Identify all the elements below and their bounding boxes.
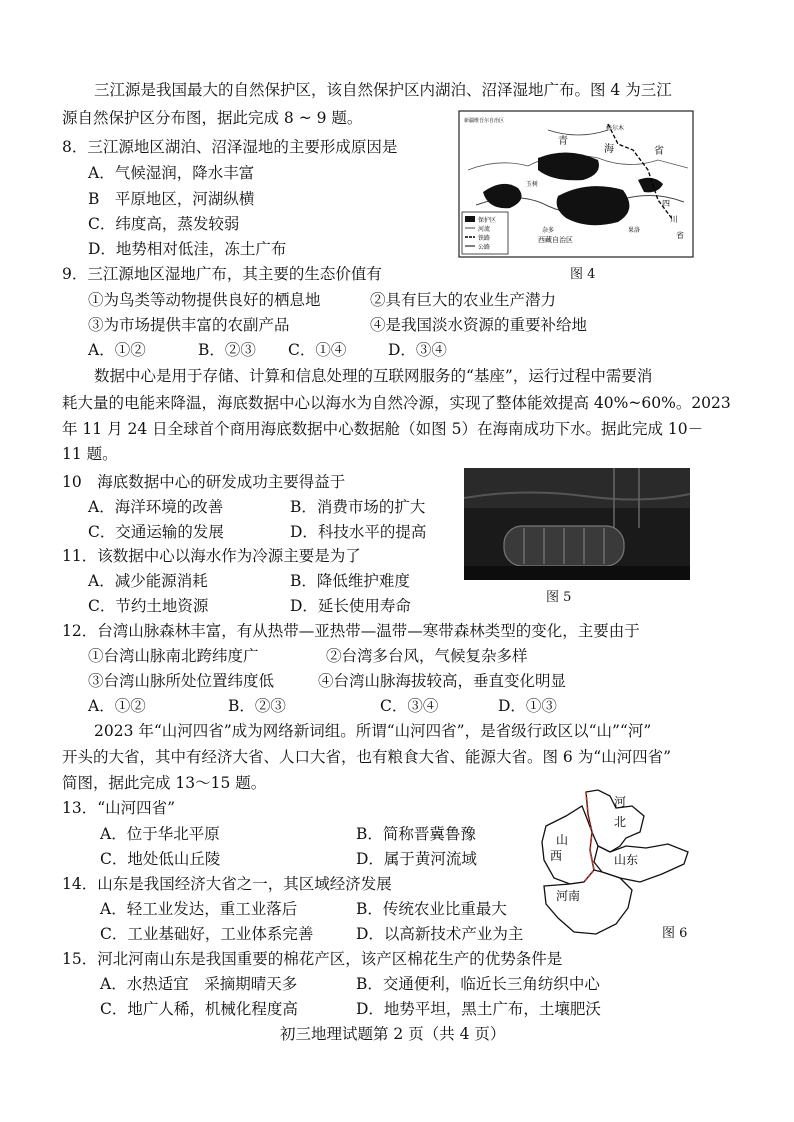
option: A．海洋环境的改善 bbox=[88, 498, 224, 516]
question-stem: 13．“山河四省” bbox=[62, 799, 176, 817]
option: D．①③ bbox=[498, 697, 557, 715]
map-label: 川 bbox=[670, 215, 678, 224]
option: A．气候湿润，降水丰富 bbox=[88, 164, 255, 182]
legend-item: 保护区 bbox=[478, 217, 497, 224]
intro-line: 2023 年“山河四省”成为网络新词组。所谓“山河四省”，是省级行政区以“山”“河” bbox=[94, 722, 652, 740]
option: B．传统农业比重最大 bbox=[356, 900, 507, 918]
figure-caption: 图 6 bbox=[662, 926, 688, 941]
statement: ④台湾山脉海拔较高，垂直变化明显 bbox=[318, 672, 567, 690]
option: C．地广人稀，机械化程度高 bbox=[100, 1000, 298, 1018]
intro-line: 耗大量的电能来降温，海底数据中心以海水为自然冷源，实现了整体能效提高 40%~60%。2023 bbox=[62, 394, 731, 412]
four-provinces-map bbox=[536, 786, 696, 942]
map-label: 省 bbox=[676, 231, 684, 240]
question-stem: 9．三江源地区湿地广布，其主要的生态价值有 bbox=[62, 265, 382, 283]
statement: ④是我国淡水资源的重要补给地 bbox=[370, 316, 588, 334]
legend-item: 河流 bbox=[478, 226, 491, 233]
page-footer: 初三地理试题第 2 页（共 4 页） bbox=[280, 1025, 506, 1043]
map-label: 省 bbox=[654, 146, 664, 157]
intro-line: 开头的大省，其中有经济大省、人口大省，也有粮食大省、能源大省。图 6 为“山河四省” bbox=[62, 748, 672, 766]
intro-line: 源自然保护区分布图，据此完成 8 ~ 9 题。 bbox=[62, 109, 363, 127]
map-label: 杂多 bbox=[542, 227, 555, 234]
map-label: 海 bbox=[604, 144, 614, 155]
option: D．属于黄河流域 bbox=[356, 850, 477, 868]
statement: ①为鸟类等动物提供良好的栖息地 bbox=[88, 291, 321, 309]
question-stem: 12．台湾山脉森林丰富，有从热带—亚热带—温带—寒带森林类型的变化，主要由于 bbox=[62, 622, 640, 640]
option: D．以高新技术产业为主 bbox=[356, 925, 524, 943]
question-stem: 10 海底数据中心的研发成功主要得益于 bbox=[62, 473, 346, 491]
option: D．延长使用寿命 bbox=[290, 597, 411, 615]
figure-4-map bbox=[458, 110, 694, 258]
map-label: 果洛 bbox=[628, 227, 641, 234]
statement: ①台湾山脉南北跨纬度广 bbox=[88, 647, 259, 665]
option: B．简称晋冀鲁豫 bbox=[356, 825, 476, 843]
map-label: 河 bbox=[614, 795, 627, 809]
intro-line: 数据中心是用于存储、计算和信息处理的互联网服务的“基座”，运行过程中需要消 bbox=[94, 367, 653, 385]
question-stem: 15．河北河南山东是我国重要的棉花产区，该产区棉花生产的优势条件是 bbox=[62, 950, 563, 968]
option: C．①④ bbox=[288, 341, 347, 359]
figure-caption: 图 5 bbox=[546, 590, 572, 605]
option: C．纬度高，蒸发较弱 bbox=[88, 215, 240, 233]
intro-line: 三江源是我国最大的自然保护区，该自然保护区内湖泊、沼泽湿地广布。图 4 为三江 bbox=[94, 81, 672, 99]
option: C．交通运输的发展 bbox=[88, 523, 224, 541]
map-label: 格尔木 bbox=[606, 125, 625, 132]
option: C．③④ bbox=[380, 697, 439, 715]
option: B．消费市场的扩大 bbox=[290, 498, 426, 516]
question-stem: 8．三江源地区湖泊、沼泽湿地的主要形成原因是 bbox=[62, 138, 398, 156]
option: B 平原地区，河湖纵横 bbox=[88, 190, 255, 208]
intro-line: 11 题。 bbox=[62, 445, 118, 463]
map-label: 新疆维吾尔自治区 bbox=[464, 118, 505, 124]
map-label: 西藏自治区 bbox=[538, 236, 573, 244]
map-label: 青 bbox=[558, 136, 568, 147]
option: D．地势相对低洼，冻土广布 bbox=[88, 240, 287, 258]
legend-item: 铁路 bbox=[478, 235, 491, 242]
map-label: 山东 bbox=[614, 853, 639, 867]
question-stem: 11．该数据中心以海水作为冷源主要是为了 bbox=[62, 547, 361, 565]
intro-line: 年 11 月 24 日全球首个商用海底数据中心数据舱（如图 5）在海南成功下水。据此完成 10－ bbox=[62, 420, 704, 438]
map-label: 河南 bbox=[556, 889, 581, 903]
map-label: 北 bbox=[614, 815, 627, 829]
map-label: 山 bbox=[556, 833, 569, 847]
option: B．②③ bbox=[198, 341, 256, 359]
option: D．科技水平的提高 bbox=[290, 523, 427, 541]
option: B．交通便利，临近长三角纺织中心 bbox=[356, 975, 600, 993]
data-capsule-photo bbox=[464, 468, 690, 580]
map-label: 西 bbox=[550, 849, 563, 863]
option: B．②③ bbox=[228, 697, 286, 715]
option: A．水热适宜 采摘期晴天多 bbox=[100, 975, 298, 993]
option: C．地处低山丘陵 bbox=[100, 850, 221, 868]
figure-6-map bbox=[536, 786, 696, 942]
figure-caption: 图 4 bbox=[570, 267, 596, 282]
option: A．①② bbox=[88, 697, 146, 715]
map-label: 四 bbox=[662, 199, 670, 208]
option: C．节约土地资源 bbox=[88, 597, 209, 615]
option: D．地势平坦，黑土广布，土壤肥沃 bbox=[356, 1000, 601, 1018]
sanjiangyuan-map bbox=[458, 110, 694, 258]
statement: ②台湾多台风，气候复杂多样 bbox=[326, 647, 528, 665]
map-label: 玉树 bbox=[526, 181, 539, 188]
option: B．降低维护难度 bbox=[290, 572, 410, 590]
option: C．工业基础好，工业体系完善 bbox=[100, 925, 314, 943]
statement: ②具有巨大的农业生产潜力 bbox=[370, 291, 557, 309]
option: A．减少能源消耗 bbox=[88, 572, 208, 590]
legend-item: 公路 bbox=[478, 244, 491, 251]
option: A．位于华北平原 bbox=[100, 825, 220, 843]
figure-5-photo bbox=[464, 468, 690, 580]
option: A．①② bbox=[88, 341, 146, 359]
question-stem: 14．山东是我国经济大省之一，其区域经济发展 bbox=[62, 875, 392, 893]
statement: ③为市场提供丰富的农副产品 bbox=[88, 316, 290, 334]
statement: ③台湾山脉所处位置纬度低 bbox=[88, 672, 275, 690]
option: D．③④ bbox=[388, 341, 447, 359]
option: A．轻工业发达，重工业落后 bbox=[100, 900, 298, 918]
intro-line: 简图，据此完成 13～15 题。 bbox=[62, 774, 267, 792]
